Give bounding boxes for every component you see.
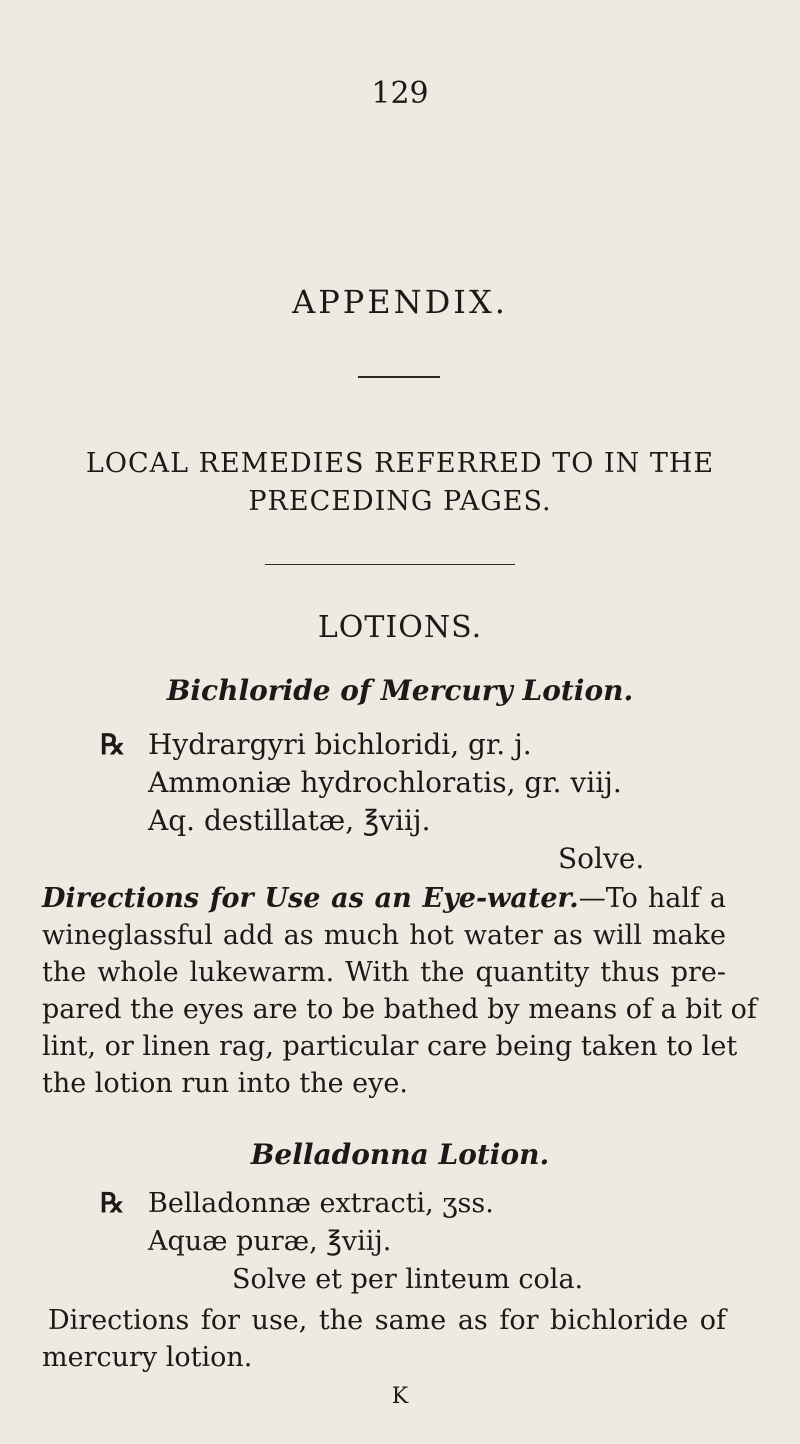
subheading-line-2: PRECEDING PAGES.: [248, 486, 552, 517]
directions-line-5: lint, or linen rag, particular care being taken to let: [42, 1031, 738, 1062]
appendix-heading: APPENDIX.: [292, 283, 508, 321]
recipe-2-directions-line-2: mercury lotion.: [42, 1342, 253, 1373]
recipe-1-directions: [42, 880, 757, 1102]
page-number: 129: [371, 76, 429, 111]
directions-line-4: pared the eyes are to be bathed by means of a bit of: [42, 994, 757, 1025]
recipe-1-rx-line-1: [100, 728, 532, 761]
section-rule: [265, 564, 515, 565]
recipe-2-ingredient-1: Belladonnæ extracti, ʒss.: [148, 1188, 494, 1219]
recipe-2-rx-line-1: [100, 1188, 494, 1219]
directions-line-1: [42, 880, 726, 917]
recipe-2-ingredient-2: Aquæ puræ, ℥viij.: [148, 1226, 392, 1257]
directions-label: Directions for Use as an Eye-water.: [42, 883, 579, 914]
recipe-2-directions: [42, 1302, 726, 1376]
directions-text-1: —To half a: [578, 883, 727, 914]
recipe-2-closing: Solve et per linteum cola.: [232, 1264, 584, 1295]
directions-line-3: the whole lukewarm. With the quantity thus pre-: [42, 957, 726, 988]
signature-mark: K: [391, 1384, 409, 1409]
recipe-1-ingredient-2: Ammoniæ hydrochloratis, gr. viij.: [148, 766, 622, 799]
rx-icon: ℞: [100, 1188, 125, 1219]
recipe-2-title: Belladonna Lotion.: [250, 1138, 550, 1171]
recipe-1-ingredient-3: Aq. destillatæ, ℥viij.: [148, 804, 431, 837]
recipe-1-ingredient-1: Hydrargyri bichloridi, gr. j.: [148, 728, 532, 761]
recipe-2-directions-line-1: Directions for use, the same as for bichloride of: [48, 1305, 726, 1336]
rx-icon: ℞: [100, 728, 126, 761]
subheading-line-1: LOCAL REMEDIES REFERRED TO IN THE: [85, 448, 715, 479]
recipe-1-closing: Solve.: [558, 842, 645, 875]
heading-rule: [358, 376, 440, 378]
directions-line-2: wineglassful add as much hot water as will make: [42, 920, 726, 951]
directions-line-6: the lotion run into the eye.: [42, 1068, 408, 1099]
recipe-1-title: Bichloride of Mercury Lotion.: [166, 674, 634, 707]
section-title: LOTIONS.: [317, 610, 483, 645]
